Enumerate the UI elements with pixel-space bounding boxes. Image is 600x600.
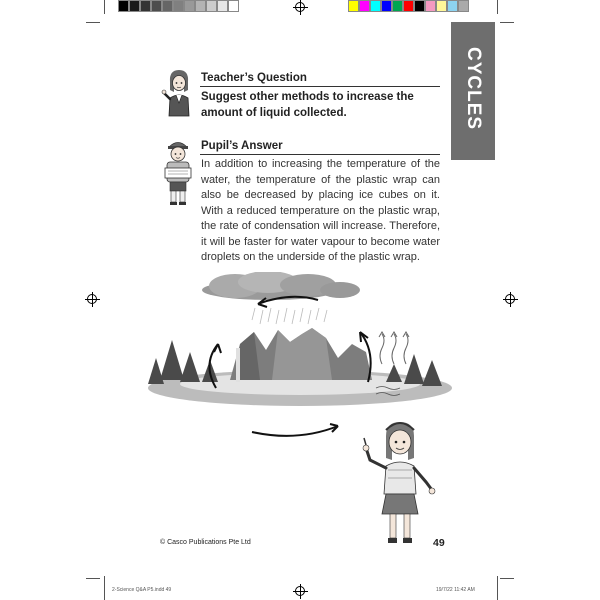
copyright-notice: © Casco Publications Pte Ltd — [160, 539, 251, 546]
trim-mark — [500, 578, 514, 579]
trim-mark — [497, 0, 498, 14]
registration-mark-left-icon — [87, 294, 97, 304]
trim-mark — [104, 0, 105, 14]
trim-mark — [86, 22, 100, 23]
teacher-avatar-icon — [161, 68, 197, 120]
water-cycle-illustration — [140, 272, 458, 442]
trim-mark — [500, 22, 514, 23]
registration-mark-top-icon — [295, 2, 305, 12]
trim-mark — [86, 578, 100, 579]
slug-file-name: 2-Science Q&A P5.indd 49 — [112, 587, 172, 593]
cloud-icon — [202, 272, 360, 300]
teacher-heading-rule — [200, 86, 440, 87]
page-number: 49 — [433, 537, 445, 549]
pupil-answer-text: In addition to increasing the temperature of the water, the temperature of the plastic wrap can also be decreased by placing ice cubes on it. With a reduced temperature on the plastic wrap, the rate of condensation will increase. Therefore, it will be faster for water vapour to become water droplets on the underside of the plastic wrap. — [201, 158, 440, 263]
chapter-side-tab-label: CYCLES — [463, 47, 484, 131]
registration-mark-right-icon — [505, 294, 515, 304]
trim-mark — [104, 576, 105, 600]
grayscale-color-bar — [118, 0, 239, 14]
trim-mark — [497, 576, 498, 600]
slug-date-time: 19/7/22 11:42 AM — [436, 587, 475, 593]
evaporation-arrows-icon — [379, 332, 409, 364]
pupil-heading-rule — [200, 154, 440, 155]
cmyk-color-bar — [348, 0, 469, 14]
teacher-question-heading: Teacher’s Question — [201, 72, 307, 84]
pupil-avatar-icon — [161, 138, 195, 206]
rain-icon — [252, 308, 327, 324]
pupil-answer-heading: Pupil’s Answer — [201, 140, 283, 152]
girl-pointing-illustration — [356, 418, 436, 548]
registration-mark-bottom-icon — [295, 586, 305, 596]
teacher-question-text: Suggest other methods to increase the amount of liquid collected. — [201, 91, 414, 119]
